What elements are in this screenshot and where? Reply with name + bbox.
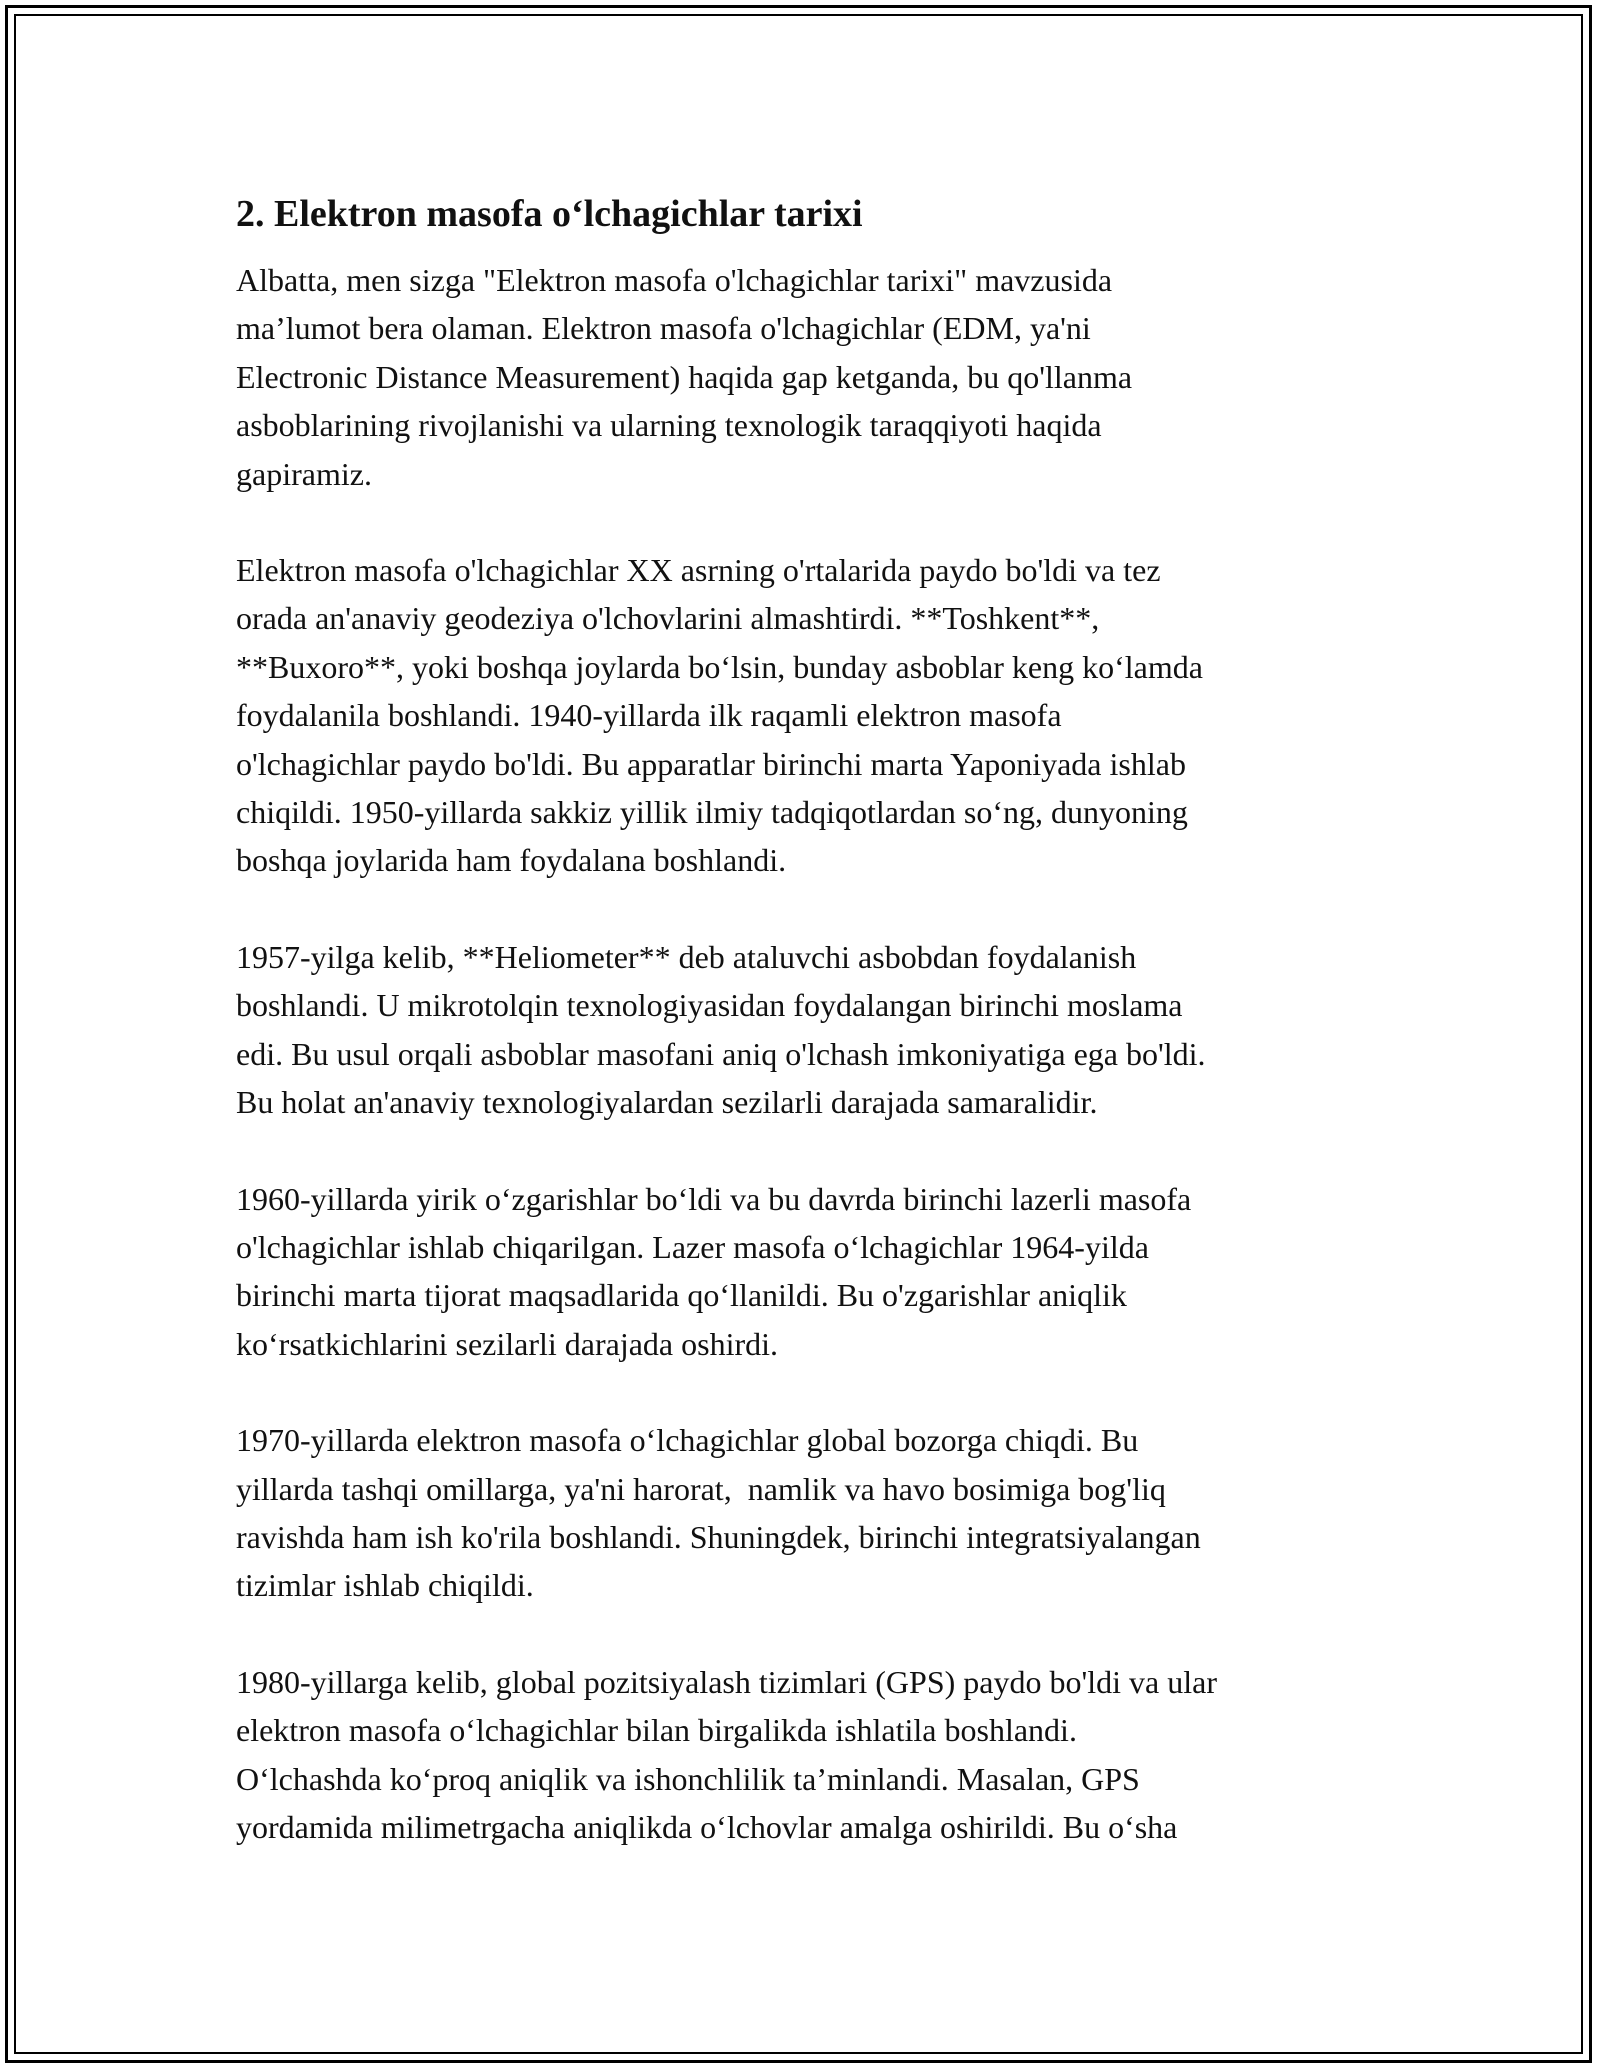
text-line: 1970-yillarda elektron masofa oʻlchagichlar global bozorga chiqdi. Bu: [236, 1422, 1139, 1459]
text-line: 1980-yillarga kelib, global pozitsiyalash tizimlari (GPS) paydo bo'ldi va ular: [236, 1663, 1217, 1700]
text-line: asboblarining rivojlanishi va ularning texnologik taraqqiyoti haqida: [236, 407, 1102, 444]
paragraph-1: [236, 256, 1376, 498]
text-line: koʻrsatkichlarini sezilarli darajada oshirdi.: [236, 1325, 779, 1362]
text-line: o'lchagichlar ishlab chiqarilgan. Lazer masofa oʻlchagichlar 1964-yilda: [236, 1228, 1149, 1265]
text-line: elektron masofa oʻlchagichlar bilan birgalikda ishlatila boshlandi.: [236, 1712, 1077, 1749]
text-line: gapiramiz.: [236, 455, 372, 492]
text-line: 1960-yillarda yirik oʻzgarishlar boʻldi va bu davrda birinchi lazerli masofa: [236, 1180, 1192, 1217]
document-body: [236, 188, 1376, 1899]
text-line: yordamida milimetrgacha aniqlikda oʻlchovlar amalga oshirildi. Bu oʻsha: [236, 1808, 1178, 1845]
paragraph-2: [236, 546, 1376, 885]
text-line: chiqildi. 1950-yillarda sakkiz yillik ilmiy tadqiqotlardan soʻng, dunyoning: [236, 794, 1188, 831]
text-line: edi. Bu usul orqali asboblar masofani aniq o'lchash imkoniyatiga ega bo'ldi.: [236, 1035, 1206, 1072]
text-line: yillarda tashqi omillarga, ya'ni harorat, namlik va havo bosimiga bog'liq: [236, 1470, 1166, 1507]
text-line: birinchi marta tijorat maqsadlarida qoʻllanildi. Bu o'zgarishlar aniqlik: [236, 1277, 1127, 1314]
text-line: o'lchagichlar paydo bo'ldi. Bu apparatlar birinchi marta Yaponiyada ishlab: [236, 745, 1186, 782]
section-heading: 2. Elektron masofa oʻlchagichlar tarixi: [236, 193, 863, 235]
text-line: Oʻlchashda koʻproq aniqlik va ishonchlilik taʼminlandi. Masalan, GPS: [236, 1760, 1140, 1797]
text-line: foydalanila boshlandi. 1940-yillarda ilk raqamli elektron masofa: [236, 697, 1062, 734]
text-line: tizimlar ishlab chiqildi.: [236, 1567, 534, 1604]
text-line: **Buxoro**, yoki boshqa joylarda boʻlsin, bunday asboblar keng koʻlamda: [236, 648, 1203, 685]
text-line: boshqa joylarida ham foydalana boshlandi.: [236, 842, 787, 879]
paragraph-5: [236, 1416, 1376, 1610]
text-line: boshlandi. U mikrotolqin texnologiyasidan foydalangan birinchi moslama: [236, 987, 1183, 1024]
text-line: orada an'anaviy geodeziya o'lchovlarini almashtirdi. **Toshkent**,: [236, 600, 1100, 637]
text-line: Bu holat an'anaviy texnologiyalardan sezilarli darajada samaralidir.: [236, 1084, 1098, 1121]
paragraph-3: [236, 933, 1376, 1127]
text-line: maʼlumot bera olaman. Elektron masofa o'lchagichlar (EDM, ya'ni: [236, 310, 1091, 347]
text-line: 1957-yilga kelib, **Heliometer** deb ataluvchi asbobdan foydalanish: [236, 938, 1137, 975]
text-line: Electronic Distance Measurement) haqida gap ketganda, bu qo'llanma: [236, 358, 1133, 395]
text-line: Albatta, men sizga "Elektron masofa o'lchagichlar tarixi" mavzusida: [236, 262, 1113, 298]
paragraph-6: [236, 1658, 1376, 1852]
text-line: Elektron masofa o'lchagichlar XX asrning o'rtalarida paydo bo'ldi va tez: [236, 552, 1161, 589]
text-line: ravishda ham ish ko'rila boshlandi. Shuningdek, birinchi integratsiyalangan: [236, 1518, 1201, 1555]
paragraph-4: [236, 1175, 1376, 1369]
